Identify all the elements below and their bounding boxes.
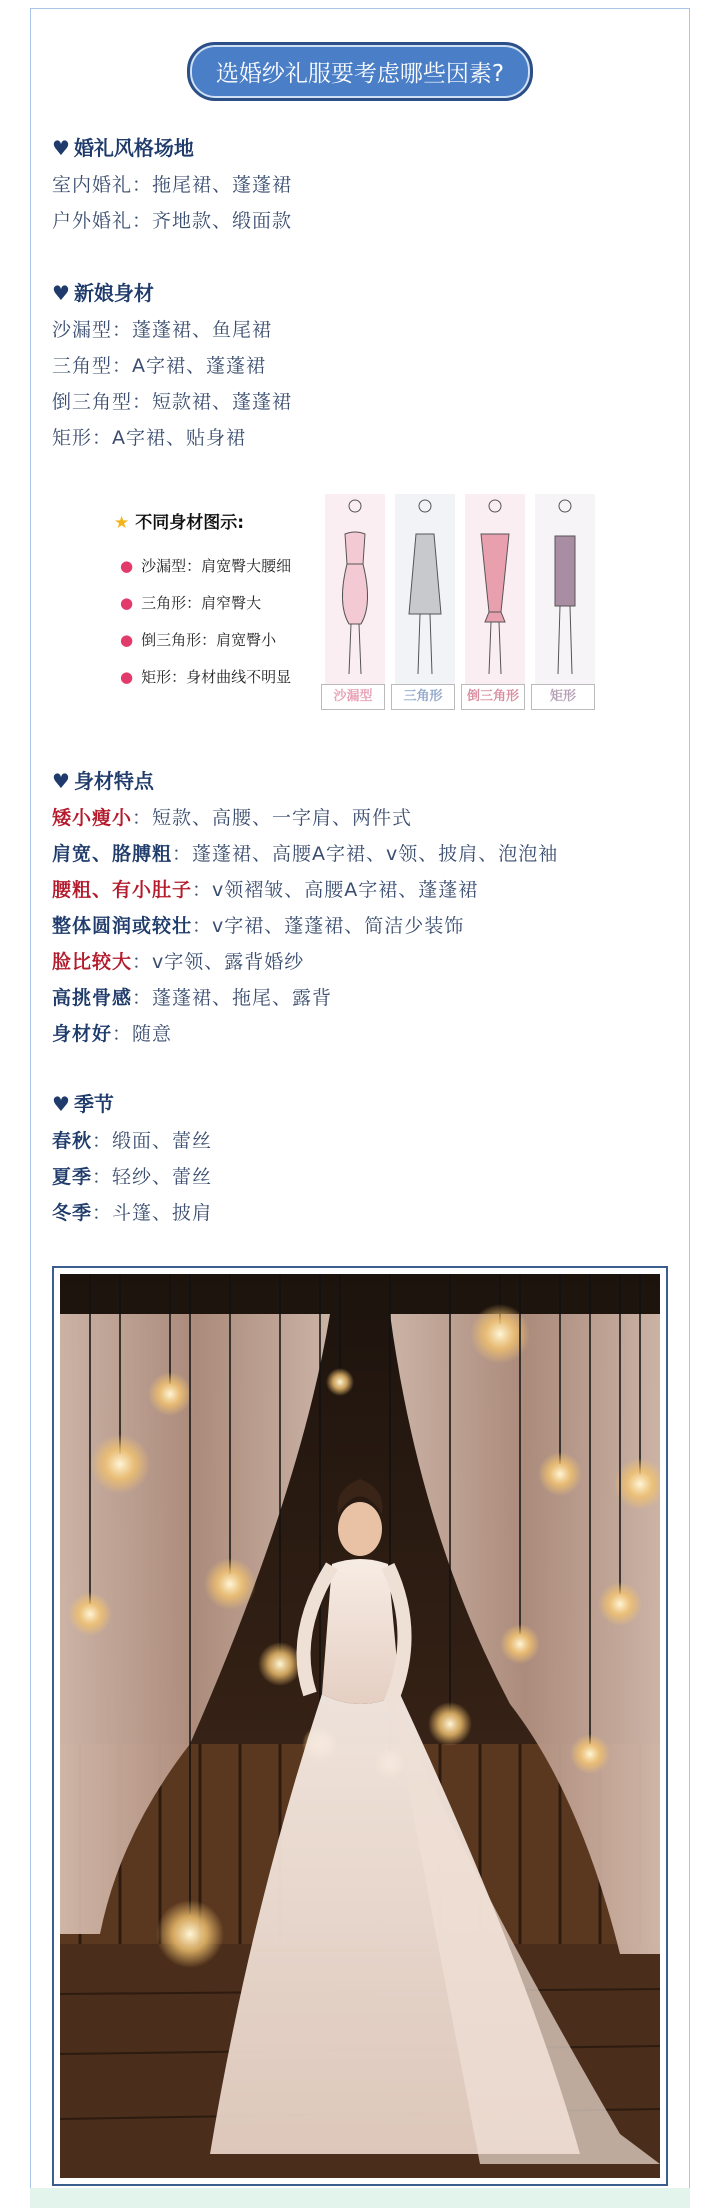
heart-icon: ♥	[52, 1092, 70, 1116]
list-item: 户外婚礼：齐地款、缎面款	[52, 210, 293, 232]
heart-icon: ♥	[52, 769, 70, 793]
section-body-features	[52, 765, 558, 1052]
heart-icon: ♥	[52, 281, 70, 305]
list-item: 三角型：A字裙、蓬蓬裙	[52, 355, 266, 377]
list-item: 沙漏型：蓬蓬裙、鱼尾裙	[52, 319, 273, 341]
list-item: 室内婚礼：拖尾裙、蓬蓬裙	[52, 174, 293, 196]
page-title: 选婚纱礼服要考虑哪些因素?	[187, 42, 533, 101]
list-item: 整体圆润或较壮：v字裙、蓬蓬裙、简洁少装饰	[52, 915, 465, 937]
list-item: 夏季：轻纱、蕾丝	[52, 1166, 213, 1188]
section-heading: ♥ 婚礼风格场地	[52, 136, 194, 160]
list-item: 脸比较大：v字领、露背婚纱	[52, 951, 305, 973]
list-item: 身材好：随意	[52, 1023, 173, 1045]
figure-bullet: ● 沙漏型：肩宽臀大腰细	[120, 557, 292, 575]
list-item: 矩形：A字裙、贴身裙	[52, 427, 246, 449]
figure-bullet: ● 三角形：肩窄臀大	[120, 594, 262, 612]
section-heading: ♥ 身材特点	[52, 769, 154, 793]
dress-label-hourglass: 沙漏型	[321, 684, 385, 710]
body-shape-figure	[110, 490, 600, 715]
section-wedding-style	[52, 132, 292, 239]
heart-icon: ♥	[52, 136, 70, 160]
list-item: 冬季：斗篷、披肩	[52, 1202, 213, 1224]
list-item: 腰粗、有小肚子：v领褶皱、高腰A字裙、蓬蓬裙	[52, 879, 479, 901]
section-bride-body	[52, 277, 292, 456]
dress-sketches-image	[315, 494, 595, 684]
star-icon: ★	[114, 513, 130, 533]
list-item: 倒三角型：短款裙、蓬蓬裙	[52, 391, 293, 413]
list-item: 肩宽、胳膊粗：蓬蓬裙、高腰A字裙、v领、披肩、泡泡袖	[52, 843, 559, 865]
list-item: 高挑骨感：蓬蓬裙、拖尾、露背	[52, 987, 333, 1009]
figure-bullet: ● 倒三角形：肩宽臀小	[120, 631, 277, 649]
figure-bullet: ● 矩形：身材曲线不明显	[120, 668, 292, 686]
section-season	[52, 1088, 212, 1231]
dress-label-triangle: 三角形	[391, 684, 455, 710]
dress-illustrations	[315, 494, 595, 709]
dress-label-rectangle: 矩形	[531, 684, 595, 710]
figure-title: ★ 不同身材图示:	[114, 513, 245, 533]
bride-photo-frame	[52, 1266, 668, 2186]
title-wrap	[0, 42, 720, 101]
list-item: 矮小瘦小：短款、高腰、一字肩、两件式	[52, 807, 413, 829]
list-item: 春秋：缎面、蕾丝	[52, 1130, 213, 1152]
section-heading: ♥ 季节	[52, 1092, 114, 1116]
section-heading: ♥ 新娘身材	[52, 281, 154, 305]
bottom-decoration	[30, 2188, 690, 2208]
bride-photo	[60, 1274, 660, 2178]
figure-bullets	[120, 548, 291, 696]
dress-label-inverted-triangle: 倒三角形	[461, 684, 525, 710]
